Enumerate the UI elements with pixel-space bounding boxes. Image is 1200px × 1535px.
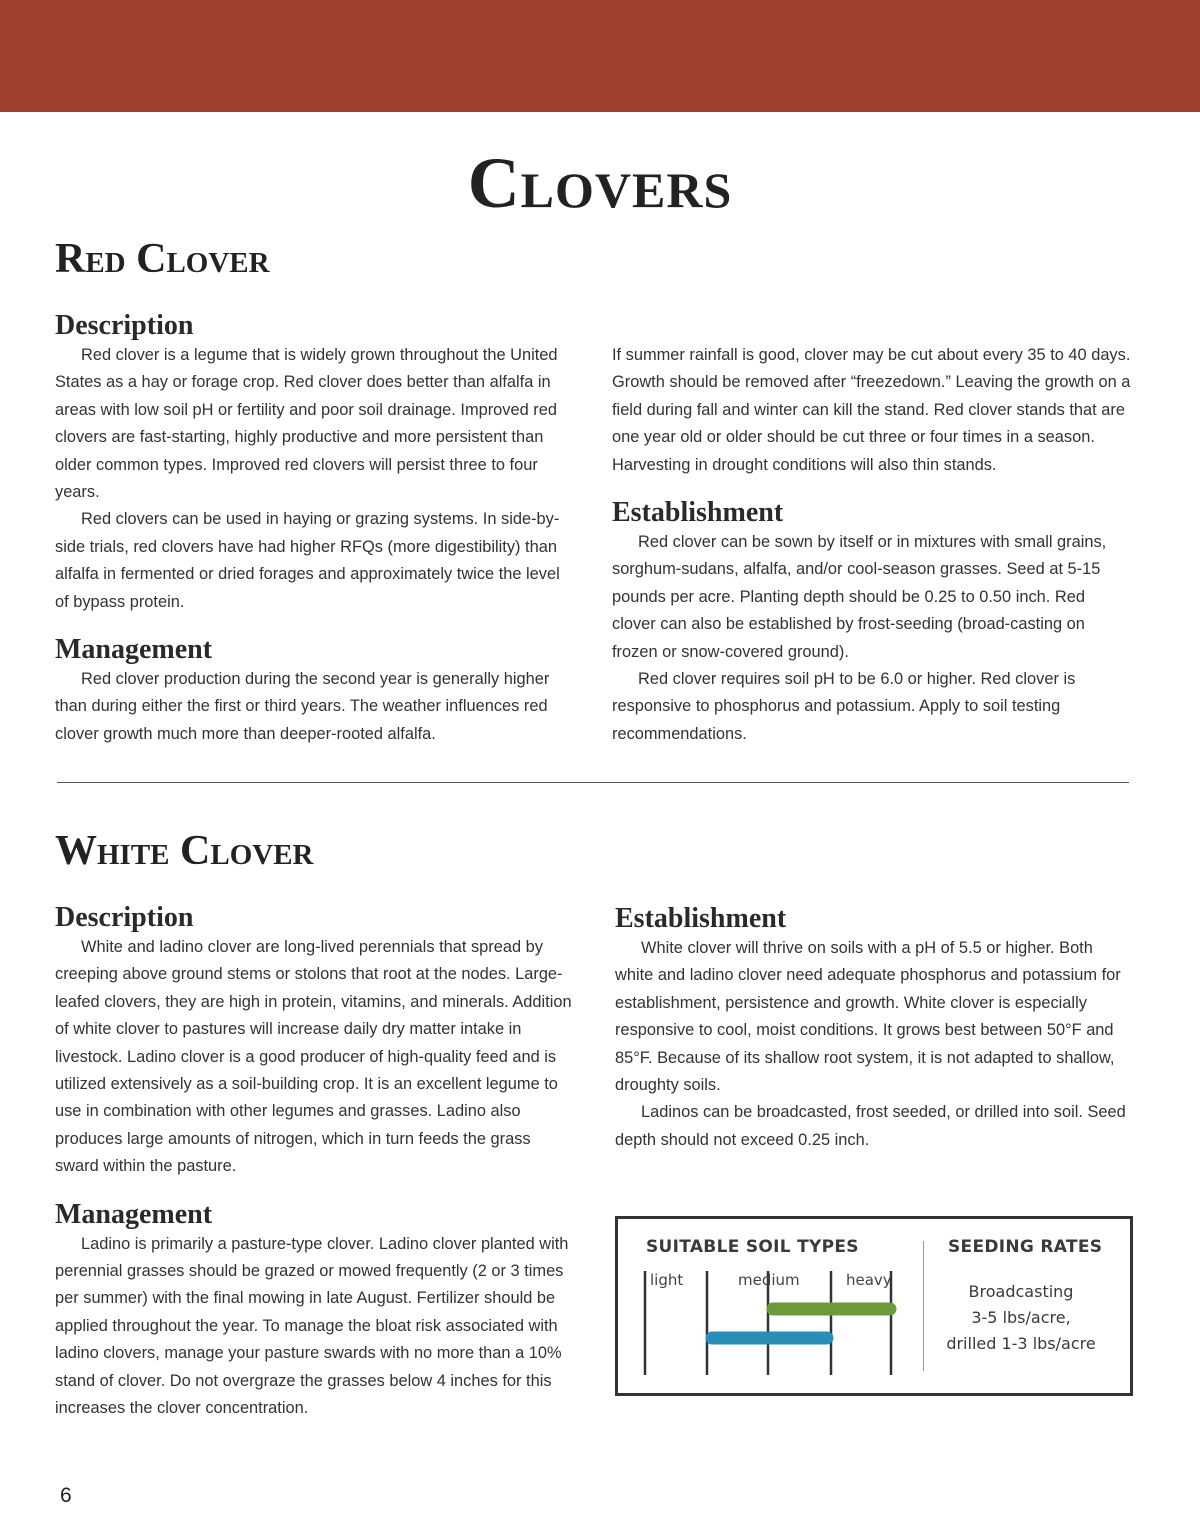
header-band	[0, 0, 1200, 112]
section-divider	[57, 782, 1129, 783]
seeding-line-1: Broadcasting	[968, 1282, 1074, 1301]
white-establishment-paragraph-1: White clover will thrive on soils with a pH of 5.5 or higher. Both white and ladino clover need adequate phosphorus and potassium for establishment, persistence and growth. White clover is especially responsive to cool, moist conditions. It grows best between 50°F and 85°F. Because of its shallow root system, it is not adapted to shallow, droughty soils.	[615, 939, 1121, 1095]
seeding-line-3: drilled 1-3 lbs/acre	[946, 1334, 1096, 1353]
white-management-heading: Management	[55, 1198, 213, 1230]
red-establishment-paragraph-1: Red clover can be sown by itself or in mixtures with small grains, sorghum-sudans, alfalfa, and/or cool-season grasses. Seed at 5-15 pounds per acre. Planting depth should be 0.25 to 0.50 inch. Red clover can also be established by frost-seeding (broad-casting on frozen or snow-covered ground).	[612, 533, 1107, 661]
page-title: Clovers	[467, 143, 733, 223]
red-management-paragraph-2: If summer rainfall is good, clover may be cut about every 35 to 40 days. Growth should be removed after “freezedown.” Leaving the growth on a field during fall and winter can kill the stand. Red clover stands that are one year old or older should be cut three or four times in a season. Harvesting in drought conditions will also thin stands.	[612, 346, 1131, 474]
red-clover-right-column	[612, 342, 1132, 748]
red-description-heading: Description	[55, 310, 194, 341]
red-establishment-heading: Establishment	[612, 497, 784, 529]
red-clover-left-column	[55, 310, 575, 748]
red-description-paragraph-1: Red clover is a legume that is widely grown throughout the United States as a hay or forage crop. Red clover does better than alfalfa in areas with low soil pH or fertility and poor soil drainage. Improved red clovers are fast-starting, highly productive and more persistent than older common types. Improved red clovers will persist three to four years.	[55, 346, 558, 502]
soil-label-light: light	[650, 1271, 684, 1289]
soil-label-medium: medium	[738, 1271, 800, 1289]
white-clover-right-column	[615, 903, 1130, 1154]
red-establishment-paragraph-2: Red clover requires soil pH to be 6.0 or higher. Red clover is responsive to phosphorus and potassium. Apply to soil testing recommendations.	[612, 670, 1076, 743]
soil-seeding-box	[615, 1216, 1133, 1396]
white-description-heading: Description	[55, 902, 194, 933]
seeding-rates-text	[936, 1279, 1106, 1357]
white-management-paragraph-1: Ladino is primarily a pasture-type clover. Ladino clover planted with perennial grasses should be grazed or mowed frequently (2 or 3 times per summer) with the final mowing in late August. Fertilizer should be applied throughout the year. To manage the bloat risk associated with ladino clovers, manage your pasture swards with no more than a 10% stand of clover. Do not overgraze the grasses below 4 inches for this increases the clover concentration.	[55, 1234, 569, 1418]
seeding-line-2: 3-5 lbs/acre,	[971, 1308, 1071, 1327]
white-clover-left-column	[55, 902, 575, 1423]
soil-scale-graphic	[618, 1219, 918, 1389]
soil-label-heavy: heavy	[846, 1271, 892, 1289]
soil-types-title: SUITABLE SOIL TYPES	[646, 1237, 859, 1257]
white-establishment-heading: Establishment	[615, 903, 787, 934]
white-clover-title: White Clover	[55, 828, 314, 874]
seeding-rates-title: SEEDING RATES	[948, 1237, 1103, 1257]
red-description-paragraph-2: Red clovers can be used in haying or grazing systems. In side-by-side trials, red clovers have had higher RFQs (more digestibility) than alfalfa in fermented or dried forages and approximately twice the level of bypass protein.	[55, 510, 560, 611]
white-establishment-paragraph-2: Ladinos can be broadcasted, frost seeded, or drilled into soil. Seed depth should not exceed 0.25 inch.	[615, 1103, 1126, 1149]
red-management-heading: Management	[55, 634, 213, 666]
page-number: 6	[60, 1484, 72, 1507]
white-description-paragraph-1: White and ladino clover are long-lived perennials that spread by creeping above ground stems or stolons that root at the nodes. Large-leafed clovers, they are high in protein, vitamins, and minerals. Addition of white clover to pastures will increase daily dry matter intake in livestock. Ladino clover is a good producer of high-quality feed and is utilized extensively as a soil-building crop. It is an excellent legume to use in combination with other legumes and grasses. Ladino also produces large amounts of nitrogen, which in turn feeds the grass sward within the pasture.	[55, 938, 572, 1176]
box-separator	[923, 1241, 924, 1371]
red-clover-title: Red Clover	[55, 236, 270, 282]
red-management-paragraph-1: Red clover production during the second year is generally higher than during either the first or third years. The weather influences red clover growth much more than deeper-rooted alfalfa.	[55, 670, 550, 743]
